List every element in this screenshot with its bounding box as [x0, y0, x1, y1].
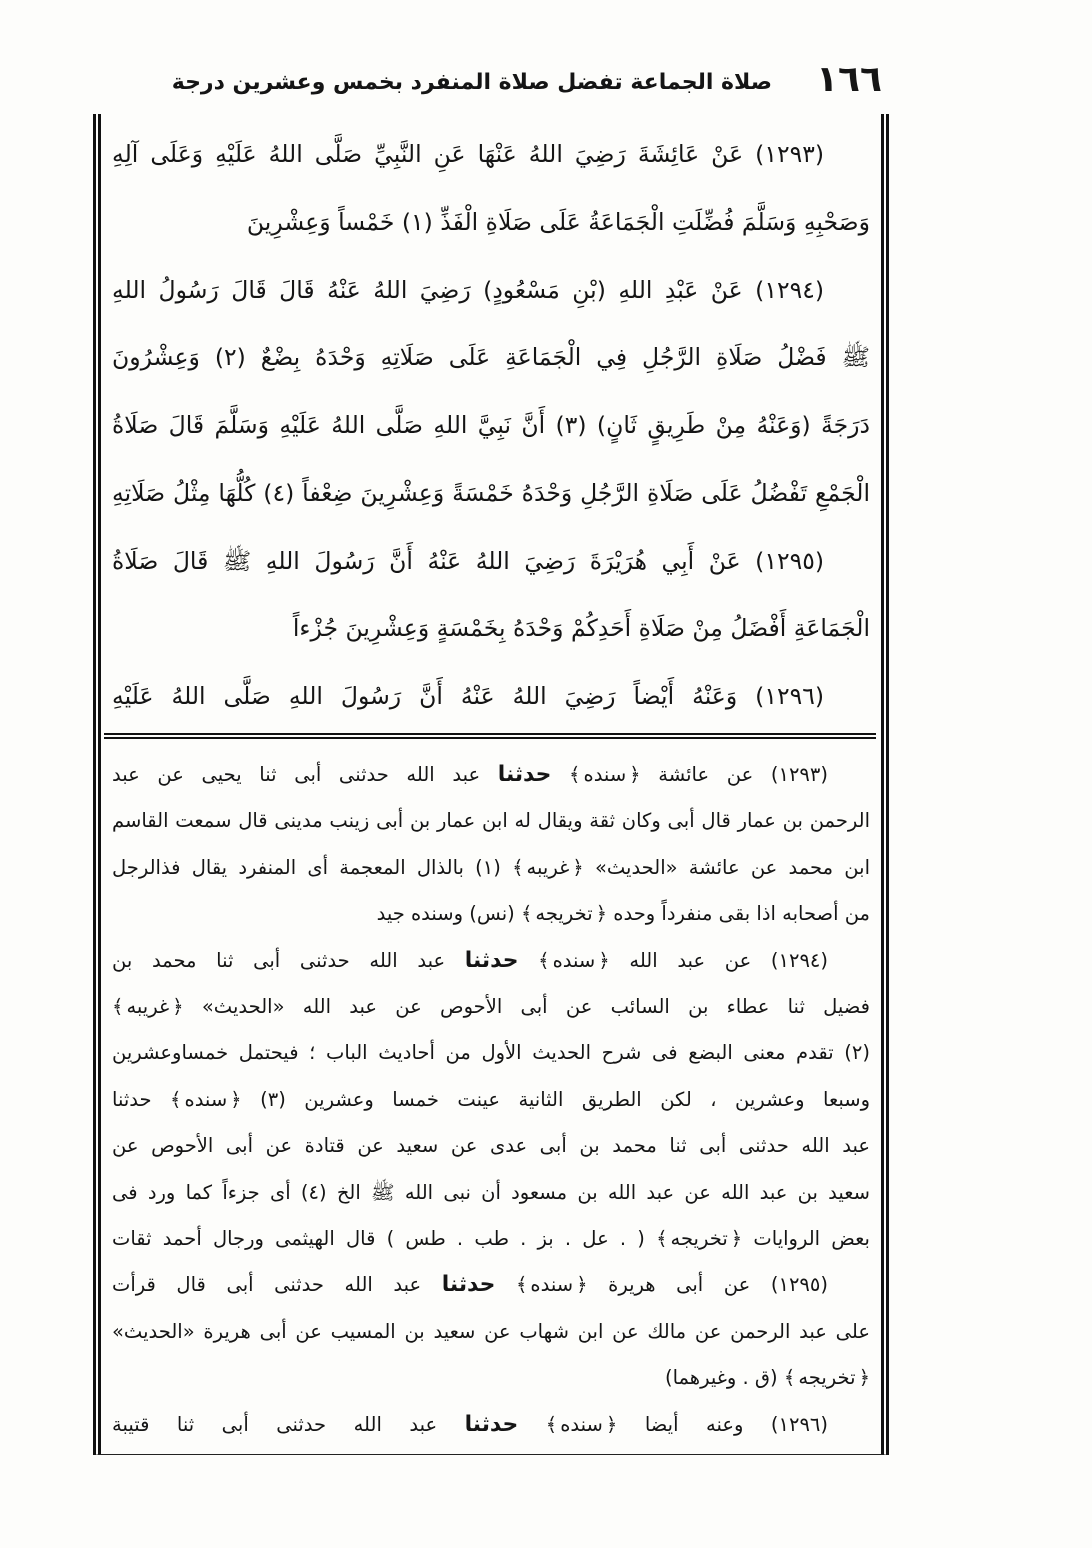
section-label: ﴿ سنده ﴾: [569, 763, 641, 786]
commentary-text: من أصحابه اذا بقى منفرداً وحده: [613, 902, 870, 926]
section-label: ﴿ تخريجه ﴾: [656, 1227, 742, 1250]
commentary-line: [112, 1355, 870, 1401]
commentary-text: وسبعا وعشرين ، لكن الطريق الثانية عينت خمسا وعشرين (٣): [260, 1087, 870, 1111]
commentary-line: [112, 1216, 870, 1262]
commentary-text: (١٢٩٣) عن عائشة: [658, 763, 828, 786]
commentary-text: عبد الله حدثنى أبى ثنا قتيبة: [112, 1412, 438, 1436]
hadith-text: [112, 121, 870, 731]
commentary-text: ( . عل . بز . طب . طس ) قال الهيثمى ورجال أحمد ثقات: [112, 1227, 645, 1251]
hadith-line: (١٢٩٥) عَنْ أَبِي هُرَيْرَةَ رَضِيَ اللهُ عَنْهُ أَنَّ رَسُولَ اللهِ ﷺ قَالَ صَلَاةُ: [112, 546, 824, 575]
commentary-line: [112, 1170, 870, 1216]
commentary-text: عبد الله حدثنى أبى ثنا يحيى عن عبد: [112, 763, 481, 786]
page-number: ١٦٦: [816, 59, 882, 100]
commentary-text: عبد الله حدثنى أبى ثنا محمد بن أبى عدى عن سعيد عن قتادة عن أبى الأحوص عن: [112, 1134, 870, 1158]
section-label: ﴿ غريبه ﴾: [112, 995, 184, 1018]
section-label: ﴿ تخريجه ﴾: [784, 1366, 870, 1389]
commentary-text: (١٢٩٤) عن عبد الله: [629, 948, 829, 972]
section-label: ﴿ تخريجه ﴾: [521, 902, 607, 925]
section-label: ﴿ سنده ﴾: [546, 1413, 618, 1436]
hadith-line: الْجَمْعِ تَفْضُلُ عَلَى صَلَاةِ الرَّجُلِ وَحْدَهُ خَمْسَةً وَعِشْرِينَ ضِعْفاً (٤) كُلُّهَا مِثْلُ صَلَاتِهِ: [112, 478, 870, 507]
commentary-line: [112, 752, 870, 798]
commentary-text: عبد الله حدثنى أبى ثنا محمد بن: [112, 948, 446, 972]
hadith-line: دَرَجَةً (وَعَنْهُ مِنْ طَرِيقٍ ثَانٍ) (٣) أَنَّ نَبِيَّ اللهِ صَلَّى اللهُ عَلَيْهِ وَسَلَّمَ قَالَ صَلَاةُ: [112, 411, 870, 439]
narration-term: حدثنا: [464, 1411, 519, 1437]
commentary-line: [112, 845, 870, 891]
commentary-text: (٢) تقدم معنى البضع فى شرح الحديث الأول من أحاديث الباب ؛ فيحتمل خمساوعشرين: [112, 1041, 870, 1065]
footnote-separator: [104, 733, 876, 739]
narration-term: حدثنا: [441, 1272, 496, 1298]
commentary-text: (١٢٩٥) عن أبى هريرة: [608, 1273, 828, 1297]
section-label: ﴿ غريبه ﴾: [512, 856, 584, 879]
section-label: ﴿ سنده ﴾: [538, 949, 610, 972]
commentary: [112, 752, 870, 1448]
section-label: ﴿ سنده ﴾: [516, 1273, 588, 1296]
commentary-text: سعيد بن عبد الله عن عبد الله بن مسعود أن نبى الله ﷺ الخ (٤) أى جزءاً كما ورد فى: [112, 1180, 870, 1204]
commentary-line: [112, 1262, 870, 1308]
commentary-line: [112, 1402, 870, 1448]
commentary-line: [112, 984, 870, 1030]
commentary-text: فضيل ثنا عطاء بن السائب عن أبى الأحوص عن عبد الله «الحديث»: [201, 995, 871, 1019]
commentary-line: [112, 1123, 870, 1169]
narration-term: حدثنا: [497, 762, 552, 787]
commentary-text: بعض الروايات: [753, 1227, 870, 1251]
commentary-line: [112, 1030, 870, 1076]
commentary-line: [112, 1309, 870, 1355]
hadith-line: ﷺ فَضْلُ صَلَاةِ الرَّجُلِ فِي الْجَمَاعَةِ عَلَى صَلَاتِهِ وَحْدَهُ بِضْعٌ (٢) وَعِشْرُونَ: [112, 343, 871, 372]
narration-term: حدثنا: [464, 947, 519, 973]
commentary-text: ابن محمد عن عائشة «الحديث»: [594, 855, 870, 879]
commentary-line: [112, 891, 870, 937]
commentary-text: (ق . وغيرهما): [664, 1366, 778, 1390]
hadith-line: الْجَمَاعَةِ أَفْضَلُ مِنْ صَلَاةِ أَحَدِكُمْ وَحْدَهُ بِخَمْسَةٍ وَعِشْرِينَ جُزْءاً: [292, 614, 870, 643]
commentary-text: (نس) وسنده جيد: [376, 902, 515, 926]
commentary-text: حدثنا: [112, 1087, 152, 1111]
section-label: ﴿ سنده ﴾: [170, 1088, 242, 1111]
commentary-text: (١) بالذال المعجمة أى المنفرد يقال فذالرجل: [112, 855, 501, 879]
hadith-line: (١٢٩٤) عَنْ عَبْدِ اللهِ (بْنِ مَسْعُودٍ) رَضِيَ اللهُ عَنْهُ قَالَ قَالَ رَسُولُ اللهِ: [112, 275, 824, 304]
running-title: صلاة الجماعة تفضل صلاة المنفرد بخمس وعشرين درجة: [171, 70, 772, 95]
commentary-text: على عبد الرحمن عن مالك عن ابن شهاب عن سعيد بن المسيب عن أبى هريرة «الحديث»: [112, 1319, 870, 1343]
commentary-line: [112, 798, 870, 844]
commentary-line: [112, 1077, 870, 1123]
hadith-line: (١٢٩٣) عَنْ عَائِشَةَ رَضِيَ اللهُ عَنْهَا عَنِ النَّبِيِّ صَلَّى اللهُ عَلَيْهِ وَعَلَى آلِهِ: [112, 140, 824, 168]
hadith-line: (١٢٩٦) وَعَنْهُ أَيْضاً رَضِيَ اللهُ عَنْهُ أَنَّ رَسُولَ اللهِ صَلَّى اللهُ عَلَيْهِ: [112, 682, 824, 710]
commentary-text: الرحمن بن عمار قال أبى وكان ثقة ويقال له ابن عمار بن أبى زينب مدينى قال سمعت القاسم: [112, 809, 870, 833]
hadith-line: وَصَحْبِهِ وَسَلَّمَ فُضِّلَتِ الْجَمَاعَةُ عَلَى صَلَاةِ الْفَذِّ (١) خَمْساً وَعِشْرِينَ: [246, 207, 870, 236]
commentary-text: (١٢٩٦) وعنه أيضا: [644, 1412, 829, 1436]
commentary-text: عبد الله حدثنى أبى قال قرأت: [112, 1273, 422, 1297]
commentary-line: [112, 938, 870, 984]
